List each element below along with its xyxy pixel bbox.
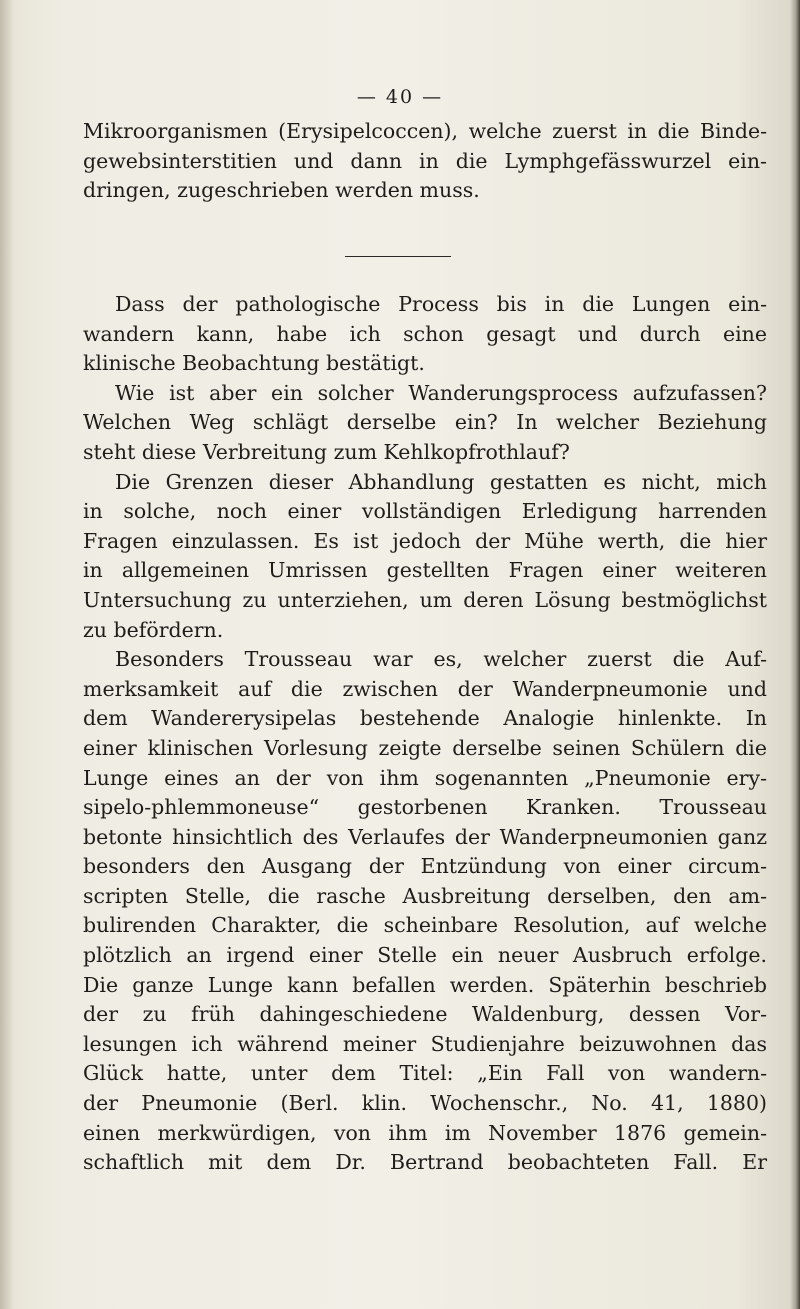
page-number: — 40 — — [356, 86, 444, 108]
text-line: Glück hatte, unter dem Titel: „Ein Fall von wandern- — [83, 1061, 767, 1086]
text-line: bulirenden Charakter, die scheinbare Resolution, auf welche — [83, 913, 767, 938]
text-line: Dass der pathologische Process bis in die Lungen ein- — [115, 292, 767, 316]
text-line: Die Grenzen dieser Abhandlung gestatten es nicht, mich — [115, 469, 767, 494]
text-line: zu befördern. — [83, 617, 224, 642]
text-line: Besonders Trousseau war es, welcher zuerst die Auf- — [115, 647, 767, 672]
text-line: lesungen ich während meiner Studienjahre beizuwohnen das — [83, 1031, 767, 1056]
paragraph — [83, 645, 767, 1178]
text-line: Untersuchung zu unterziehen, um deren Lösung bestmöglichst — [83, 587, 767, 612]
page-right-binding-shadow — [790, 0, 800, 1309]
text-line: steht diese Verbreitung zum Kehlkopfrothlauf? — [83, 439, 570, 464]
text-line: Die ganze Lunge kann befallen werden. Späterhin beschrieb — [83, 972, 767, 997]
page-left-shadow — [0, 0, 14, 1309]
text-line: gewebsinterstitien und dann in die Lymphgefässwurzel ein- — [83, 148, 767, 173]
paragraph — [83, 468, 767, 646]
text-line: dem Wandererysipelas bestehende Analogie hinlenkte. In — [83, 706, 767, 731]
text-line: Wie ist aber ein solcher Wanderungsprocess aufzufassen? — [115, 380, 767, 405]
body-text — [83, 290, 767, 1178]
text-line: klinische Beobachtung bestätigt. — [83, 351, 425, 376]
text-line: in allgemeinen Umrissen gestellten Fragen einer weiteren — [83, 558, 767, 583]
text-line: betonte hinsichtlich des Verlaufes der Wanderpneumonien ganz — [83, 824, 767, 849]
text-line: merksamkeit auf die zwischen der Wanderpneumonie und — [83, 676, 767, 701]
text-line: besonders den Ausgang der Entzündung von einer circum- — [83, 854, 767, 879]
text-line: Welchen Weg schlägt derselbe ein? In welcher Beziehung — [83, 410, 767, 435]
text-line: plötzlich an irgend einer Stelle ein neuer Ausbruch erfolge. — [83, 943, 767, 968]
text-line: schaftlich mit dem Dr. Bertrand beobachteten Fall. Er — [83, 1150, 767, 1175]
text-line: Fragen einzulassen. Es ist jedoch der Mühe werth, die hier — [83, 528, 767, 553]
text-line: in solche, noch einer vollständigen Erledigung harrenden — [83, 499, 767, 524]
text-line: Mikroorganismen (Erysipelcoccen), welche zuerst in die Binde- — [83, 119, 767, 143]
text-line: scripten Stelle, die rasche Ausbreitung derselben, den am- — [83, 883, 767, 908]
section-separator — [345, 256, 451, 257]
text-line: dringen, zugeschrieben werden muss. — [83, 178, 480, 203]
paragraph — [83, 379, 767, 468]
text-line: der zu früh dahingeschiedene Waldenburg, dessen Vor- — [83, 1002, 767, 1027]
text-line: einen merkwürdigen, von ihm im November 1876 gemein- — [83, 1120, 767, 1145]
text-line: der Pneumonie (Berl. klin. Wochenschr., No. 41, 1880) — [83, 1091, 767, 1116]
text-line: sipelo-phlemmoneuse“ gestorbenen Kranken. Trousseau — [83, 795, 767, 820]
paragraph — [83, 290, 767, 379]
text-line: einer klinischen Vorlesung zeigte derselbe seinen Schülern die — [83, 735, 767, 760]
continuation-paragraph — [83, 117, 767, 206]
text-line: wandern kann, habe ich schon gesagt und durch eine — [83, 321, 767, 346]
text-line: Lunge eines an der von ihm sogenannten „Pneumonie ery- — [83, 765, 767, 790]
